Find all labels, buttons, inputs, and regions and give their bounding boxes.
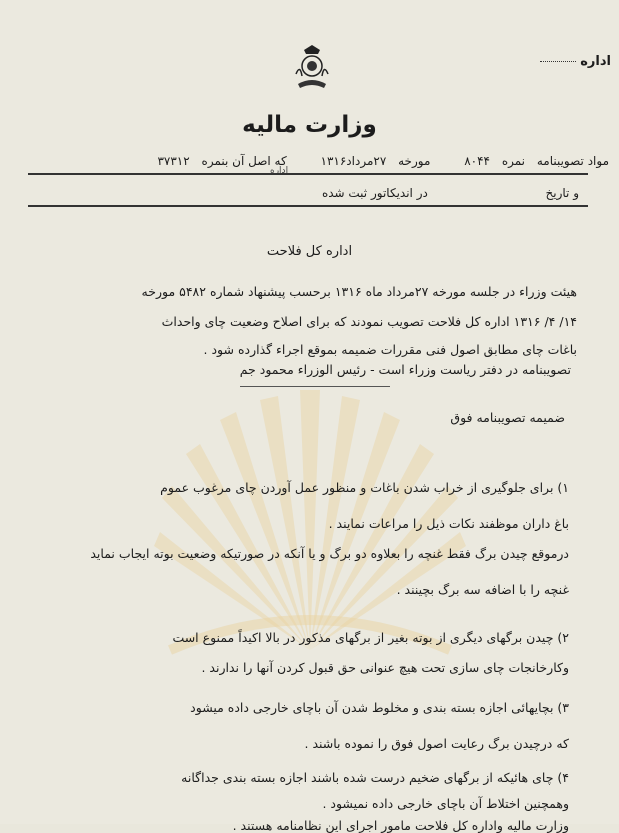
body-heading: اداره کل فلاحت <box>266 244 353 259</box>
regulation-line: وکارخانجات چای سازی تحت هیچ عنوانی حق قبول کردن آنها را ندارند . <box>201 660 569 675</box>
lion-and-sun-emblem-icon <box>290 44 334 92</box>
regulation-line: که درچیدن برگ رعایت اصول فوق را نموده باشند . <box>304 736 569 751</box>
regulation-line: باغ داران موظفند نکات ذیل را مراعات نمایند . <box>328 516 569 531</box>
ministry-title: وزارت مالیه <box>242 112 377 138</box>
original-value: ۳۷۳۱۲ <box>157 154 190 168</box>
regulation-line: ۴) چای هائیکه از برگهای ضخیم درست شده باشند اجازه بسته بندی جداگانه <box>181 770 569 785</box>
date-value: ۲۷مرداد۱۳۱۶ <box>320 154 387 168</box>
divider <box>28 205 588 207</box>
paragraph-line: باغات چای مطابق اصول فنی مقررات ضمیمه بموقع اجراء گذارده شود . <box>203 342 577 357</box>
department-label: اداره <box>540 54 611 69</box>
regulation-line: درموقع چیدن برگ فقط غنچه را بعلاوه دو برگ و یا آنکه در صورتیکه وضعیت بوته ایجاب نماید <box>90 546 569 561</box>
date-label: مورخه <box>398 154 431 168</box>
reference-row <box>149 154 609 168</box>
subject-label: مواد تصویبنامه <box>536 154 609 168</box>
number-value: ۸۰۴۴ <box>464 154 490 168</box>
regulation-line: وهمچنین اختلاط آن باچای خارجی داده نمیشود . <box>322 796 569 811</box>
date-label-2: و تاریخ <box>545 186 579 200</box>
number-label: نمره <box>501 154 525 168</box>
original-label: که اصل آن بنمره <box>201 154 287 168</box>
dept-sub-label: اداره <box>270 166 289 176</box>
registry-row <box>322 186 579 200</box>
annex-title: ضمیمه تصویبنامه فوق <box>450 410 565 425</box>
divider <box>28 173 588 175</box>
divider <box>240 386 390 387</box>
registry-label: در اندیکاتور ثبت شده <box>321 186 428 200</box>
regulation-line: ۱) برای جلوگیری از خراب شدن باغات و منظور عمل آوردن چای مرغوب عموم <box>160 480 569 495</box>
paragraph-line: تصویبنامه در دفتر ریاست وزراء است - رئیس الوزراء محمود جم <box>239 362 571 377</box>
paragraph-line: ۱۴/ ۴/ ۱۳۱۶ اداره کل فلاحت تصویب نمودند که برای اصلاح وضعیت چای واحداث <box>161 314 577 329</box>
regulation-line: وزارت مالیه واداره کل فلاحت مامور اجرای این نظامنامه هستند . <box>232 818 569 833</box>
regulation-line: غنچه را با اضافه سه برگ بچینند . <box>396 582 569 597</box>
regulation-line: ۳) بچایهائی اجازه بسته بندی و مخلوط شدن آن باچای خارجی داده میشود <box>190 700 569 715</box>
paragraph-line: هیئت وزراء در جلسه مورخه ۲۷مرداد ماه ۱۳۱۶ برحسب پیشنهاد شماره ۵۴۸۲ مورخه <box>141 284 577 299</box>
regulation-line: ۲) چیدن برگهای دیگری از بوته بغیر از برگهای مذکور در بالا اکیداً ممنوع است <box>172 630 569 645</box>
